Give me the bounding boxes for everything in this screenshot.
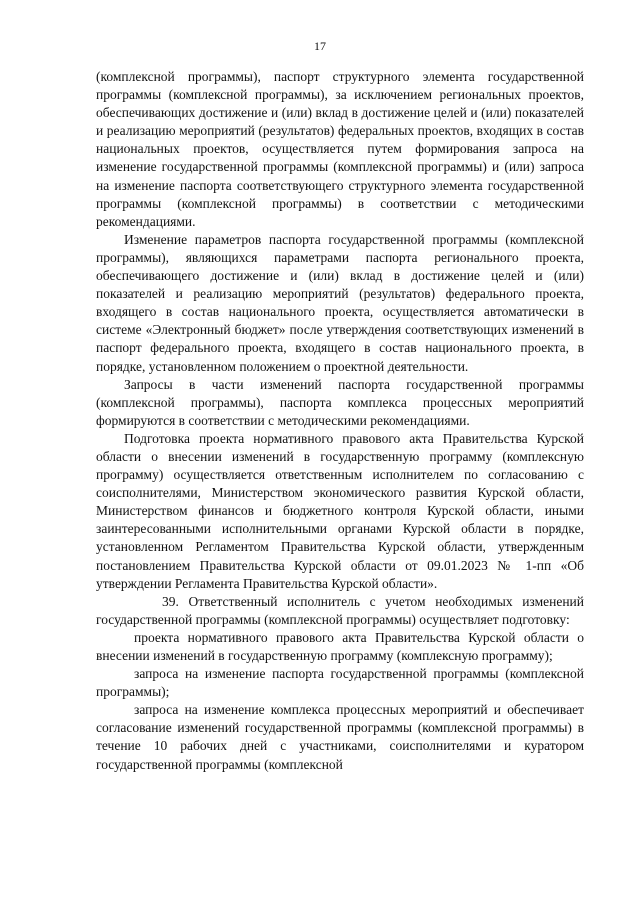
paragraph-passport-request: запроса на изменение паспорта государственной программы (комплексной программы); — [96, 666, 584, 700]
paragraph-item-39: 39. Ответственный исполнитель с учетом необходимых изменений государственной программы (комплексной программы) осуществляет подготовку: — [96, 593, 584, 627]
paragraph-requests-methodology: Запросы в части изменений паспорта государственной программы (комплексной программы), паспорта комплекса процессных мероприятий формируются в соответствии с методическими рекомендациями. — [96, 376, 584, 428]
paragraph-passport-change-request: (комплексной программы), паспорт структурного элемента государственной программы (комплексной программы), за исключением региональных проектов, обеспечивающих достижение и (или) вклад в достижение целей и (или) показателей и реализацию мероприятий (результатов) федеральных проектов, входящих в состав национальных проектов, осуществляется путем формирования запроса на изменение государственной программы (комплексной программы) и (или) запроса на изменение паспорта соответствующего структурного элемента государственной программы (комплексной программы) в соответствии с методическими рекомендациями. — [96, 69, 584, 229]
paragraph-draft-act: проекта нормативного правового акта Правительства Курской области о внесении изменений в государственную программу (комплексную программу); — [96, 629, 584, 663]
paragraph-draft-act-preparation: Подготовка проекта нормативного правового акта Правительства Курской области о внесении изменений в государственную программу (комплексную программу) осуществляется ответственным исполнителем по согласованию с соисполнителями, Министерством экономического развития Курской области, Министерством финансов и бюджетного контроля Курской области, иными заинтересованными исполнительными органами Курской области в порядке, установленном Регламентом Правительства Курской области, утвержденным постановлением Правительства Курской области от 09.01.2023 № 1-пп «Об утверждении Регламента Правительства Курской области». — [96, 430, 584, 591]
paragraph-process-complex-request: запроса на изменение комплекса процессных мероприятий и обеспечивает согласование изменений государственной программы (комплексной программы) в течение 10 рабочих дней с участниками, соисполнителями и куратором государственной программы (комплексной — [96, 702, 584, 772]
paragraph-regional-project-parameters: Изменение параметров паспорта государственной программы (комплексной программы), являющихся параметрами паспорта регионального проекта, обеспечивающего достижение и (или) вклад в достижение целей и (или) показателей и реализацию мероприятий (результатов) федерального проекта, входящего в состав национального проекта, осуществляется автоматически в системе «Электронный бюджет» после утверждения соответствующих изменений в паспорт федерального проекта, входящего в состав национального проекта, в порядке, установленном положением о проектной деятельности. — [96, 231, 584, 374]
document-body — [96, 68, 584, 774]
page-number: 17 — [314, 39, 326, 53]
